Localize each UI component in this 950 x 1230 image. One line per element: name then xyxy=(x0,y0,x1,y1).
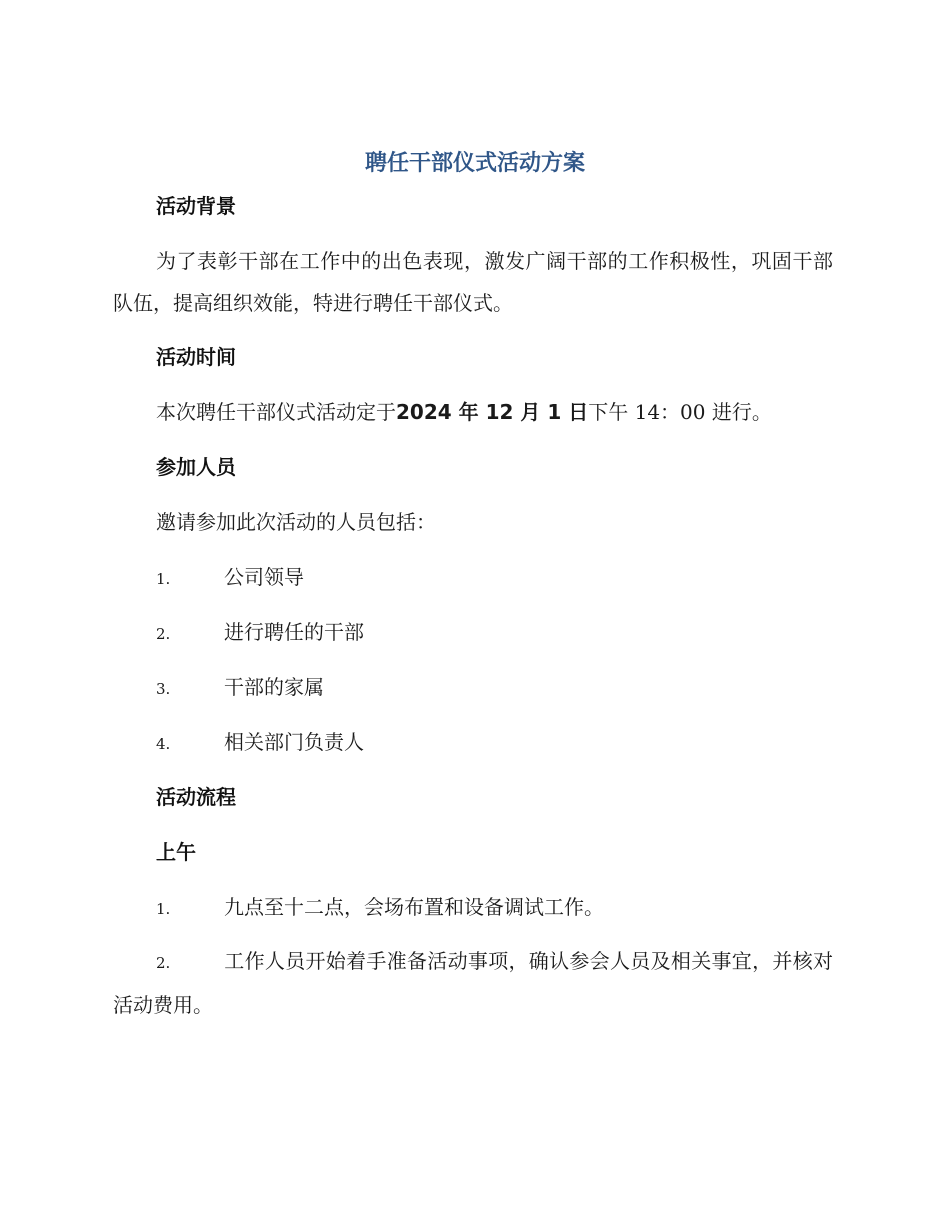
list-item-number: 1. xyxy=(156,570,171,588)
list-item-number: 4. xyxy=(156,735,171,753)
list-item-number: 2. xyxy=(156,954,171,972)
time-date: 2024 年 12 月 1 日 xyxy=(396,400,589,424)
time-paragraph xyxy=(156,398,772,426)
time-text-prefix: 本次聘任干部仪式活动定于 xyxy=(156,400,396,424)
list-item xyxy=(156,728,364,758)
section-heading-participants: 参加人员 xyxy=(156,455,236,479)
list-item xyxy=(113,940,833,1026)
section-heading-background: 活动背景 xyxy=(156,194,236,218)
time-text-suffix: 下午 14：00 进行。 xyxy=(588,400,772,424)
list-item xyxy=(156,618,364,648)
list-item-number: 1. xyxy=(156,900,171,918)
list-item-number: 2. xyxy=(156,625,171,643)
background-paragraph: 为了表彰干部在工作中的出色表现，激发广阔干部的工作积极性，巩固干部队伍，提高组织效能，特进行聘任干部仪式。 xyxy=(113,249,833,315)
document-title: 聘任干部仪式活动方案 xyxy=(364,151,585,176)
list-item-text: 干部的家属 xyxy=(224,675,324,699)
list-item-text: 九点至十二点，会场布置和设备调试工作。 xyxy=(224,895,604,919)
section-heading-time: 活动时间 xyxy=(156,345,236,369)
list-item xyxy=(156,673,324,703)
list-item-text: 公司领导 xyxy=(224,565,304,589)
process-subheading-morning: 上午 xyxy=(156,840,196,864)
list-item-text: 相关部门负责人 xyxy=(224,730,364,754)
list-item-number: 3. xyxy=(156,680,171,698)
list-item xyxy=(156,563,304,593)
list-item-text: 进行聘任的干部 xyxy=(224,620,364,644)
section-heading-process: 活动流程 xyxy=(156,785,236,809)
participants-intro: 邀请参加此次活动的人员包括： xyxy=(156,510,436,534)
list-item-text: 工作人员开始着手准备活动事项，确认参会人员及相关事宜，并核对活动费用。 xyxy=(113,949,833,1017)
list-item xyxy=(156,893,604,923)
